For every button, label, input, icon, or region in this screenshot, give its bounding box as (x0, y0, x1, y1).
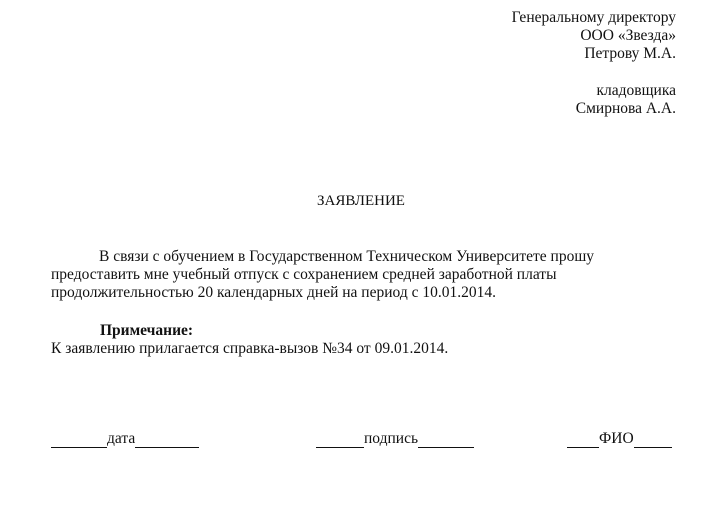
signature-field (316, 430, 474, 448)
signature-line-right (418, 433, 474, 448)
date-field (51, 430, 199, 448)
body-line-2: предоставить мне учебный отпуск с сохранением средней заработной платы (51, 266, 557, 283)
body-line-3: продолжительностью 20 календарных дней на период с 10.01.2014. (51, 284, 496, 301)
name-label: ФИО (599, 430, 634, 447)
sender-name: Смирнова А.А. (575, 100, 676, 117)
name-field (567, 430, 672, 448)
date-label: дата (107, 430, 136, 447)
signature-line-left (316, 433, 364, 448)
note-label: Примечание: (100, 322, 194, 339)
date-line-right (135, 433, 199, 448)
sender-position: кладовщика (596, 82, 676, 99)
addressee-company: ООО «Звезда» (580, 27, 676, 44)
date-line-left (51, 433, 107, 448)
body-line-1: В связи с обучением в Государственном Техническом Университете прошу (99, 248, 595, 265)
name-line-left (567, 433, 599, 448)
name-line-right (634, 433, 672, 448)
addressee-name: Петрову М.А. (584, 45, 676, 62)
signature-label: подпись (364, 430, 419, 447)
document-title: ЗАЯВЛЕНИЕ (317, 193, 405, 209)
note-text: К заявлению прилагается справка-вызов №34 от 09.01.2014. (51, 340, 449, 357)
addressee-position: Генеральному директору (511, 9, 676, 26)
